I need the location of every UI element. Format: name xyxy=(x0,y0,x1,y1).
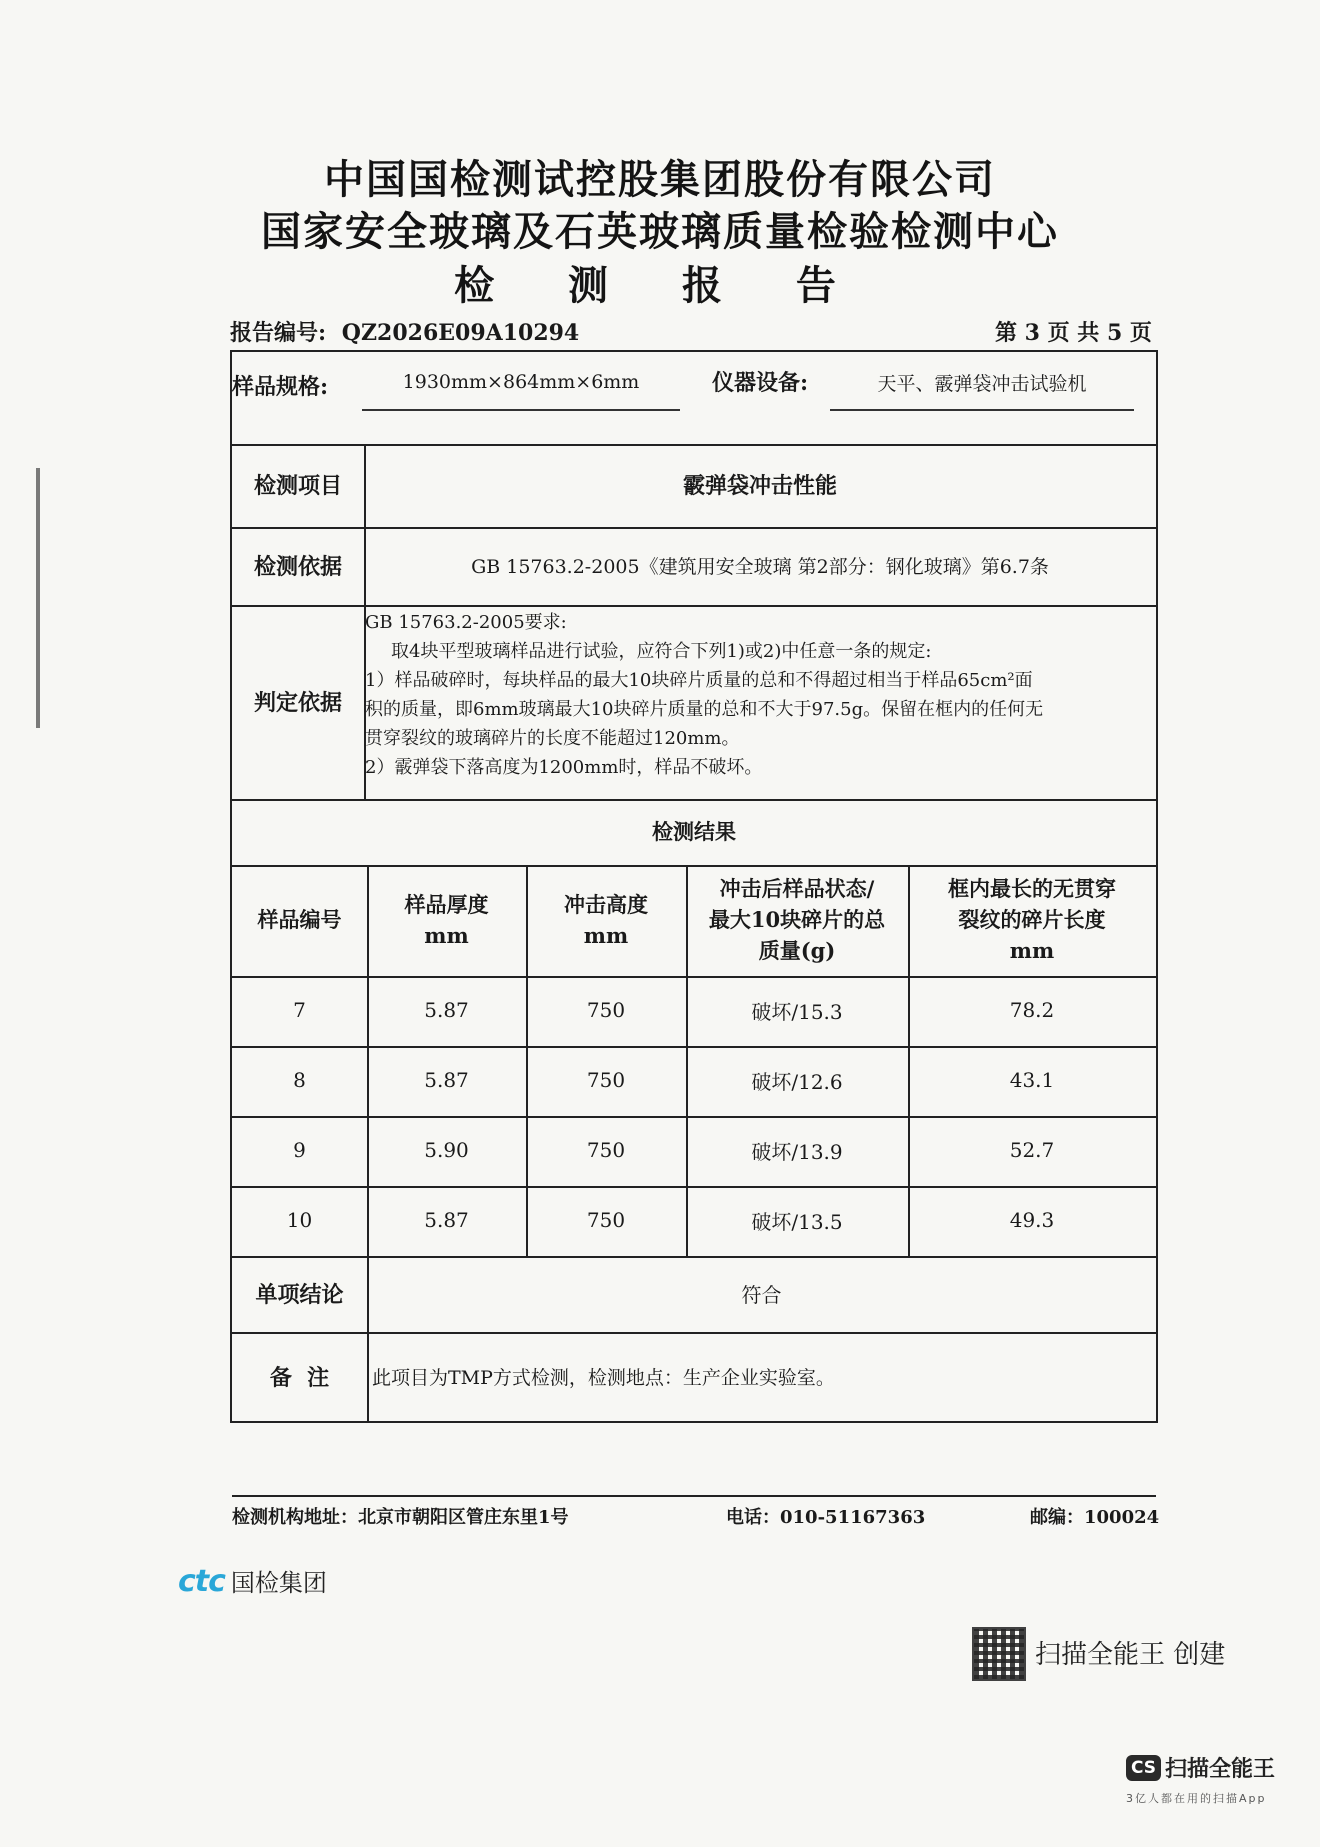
center-name: 国家安全玻璃及石英玻璃质量检验检测中心 xyxy=(261,208,1059,255)
table-cell: 破坏/13.9 xyxy=(751,1139,843,1164)
scanner-credit: 扫描全能王 创建 xyxy=(1035,1640,1226,1670)
equipment-label: 仪器设备: xyxy=(711,369,809,396)
company-name: 中国国检测试控股集团股份有限公司 xyxy=(324,156,996,203)
table-cell: 7 xyxy=(293,998,306,1022)
footer-phone: 电话：010-51167363 xyxy=(726,1507,926,1528)
page-indicator: 第 3 页 共 5 页 xyxy=(995,320,1152,346)
col-header-fragment-length xyxy=(908,865,1156,974)
col-header-impact-height xyxy=(526,865,686,974)
table-cell: 10 xyxy=(286,1208,313,1232)
report-number-label: 报告编号: xyxy=(230,320,327,346)
scan-edge-artifact xyxy=(36,468,40,728)
col-header-text: 框内最长的无贯穿 裂纹的碎片长度 mm xyxy=(948,876,1116,963)
test-item-label: 检测项目 xyxy=(253,473,342,499)
conclusion-label: 单项结论 xyxy=(255,1281,344,1308)
table-cell: 5.87 xyxy=(424,998,469,1022)
divider xyxy=(232,605,1156,607)
table-cell: 78.2 xyxy=(1009,998,1055,1022)
remark-label: 备 注 xyxy=(269,1365,330,1391)
qr-code-icon xyxy=(972,1627,1026,1681)
judgement-line: 取4块平型玻璃样品进行试验，应符合下列1)或2)中任意一条的规定: xyxy=(391,641,932,662)
table-cell: 49.3 xyxy=(1009,1208,1055,1232)
col-header-text: 冲击高度 mm xyxy=(564,891,648,948)
ctc-logo-text: 国检集团 xyxy=(230,1569,327,1597)
table-cell: 8 xyxy=(293,1068,306,1092)
col-header-text: 样品厚度 mm xyxy=(404,891,489,948)
table-cell: 750 xyxy=(586,1068,626,1092)
spec-value: 1930mm×864mm×6mm xyxy=(402,371,640,393)
table-cell: 5.90 xyxy=(424,1138,469,1162)
table-cell: 43.1 xyxy=(1009,1068,1055,1092)
judgement-line: 积的质量，即6mm玻璃最大10块碎片质量的总和不大于97.5g。保留在框内的任何无 xyxy=(365,699,1044,720)
table-cell: 750 xyxy=(586,1138,626,1162)
cs-badge-icon: CS xyxy=(1126,1755,1161,1781)
results-title: 检测结果 xyxy=(652,819,736,844)
test-basis-value: GB 15763.2-2005《建筑用安全玻璃 第2部分：钢化玻璃》第6.7条 xyxy=(471,555,1049,578)
table-cell: 5.87 xyxy=(424,1208,469,1232)
scanner-tagline: 3亿人都在用的扫描App xyxy=(1126,1792,1267,1805)
judgement-text xyxy=(365,608,1155,782)
table-cell: 750 xyxy=(586,1208,626,1232)
table-cell: 9 xyxy=(293,1138,306,1162)
col-header-text: 样品编号 xyxy=(257,907,342,932)
report-title: 检 测 报 告 xyxy=(454,262,866,309)
remark-value: 此项目为TMP方式检测，检测地点：生产企业实验室。 xyxy=(372,1367,835,1389)
table-cell: 5.87 xyxy=(424,1068,469,1092)
spec-underline xyxy=(362,409,680,411)
table-cell: 52.7 xyxy=(1009,1138,1055,1162)
judgement-label: 判定依据 xyxy=(253,689,342,716)
report-number xyxy=(230,316,579,347)
equipment-value: 天平、霰弹袋冲击试验机 xyxy=(877,372,1087,395)
judgement-line: 贯穿裂纹的玻璃碎片的长度不能超过120mm。 xyxy=(365,728,740,749)
table-cell: 破坏/13.5 xyxy=(751,1209,843,1234)
table-cell: 750 xyxy=(586,998,626,1022)
judgement-line: 1）样品破碎时，每块样品的最大10块碎片质量的总和不得超过相当于样品65cm²面 xyxy=(365,670,1033,691)
test-item-value: 霰弹袋冲击性能 xyxy=(682,473,837,499)
footer-address: 检测机构地址：北京市朝阳区管庄东里1号 xyxy=(232,1507,569,1528)
footer-postcode: 邮编：100024 xyxy=(1030,1507,1160,1528)
col-header-state-mass xyxy=(686,865,908,974)
scanner-watermark xyxy=(1126,1752,1276,1805)
col-header-text: 冲击后样品状态/ 最大10块碎片的总 质量(g) xyxy=(708,876,886,963)
report-number-value: QZ2026E09A10294 xyxy=(341,320,580,346)
spec-label: 样品规格: xyxy=(232,373,329,400)
col-header-thickness xyxy=(367,865,526,974)
ctc-logo xyxy=(178,1563,327,1599)
ctc-logo-mark: ctc xyxy=(178,1564,225,1599)
judgement-line: 2）霰弹袋下落高度为1200mm时，样品不破坏。 xyxy=(365,757,763,778)
table-cell: 破坏/15.3 xyxy=(751,999,843,1024)
scanner-app-name: 扫描全能王 xyxy=(1165,1757,1276,1782)
footer-rule xyxy=(232,1495,1156,1497)
conclusion-value: 符合 xyxy=(741,1282,782,1307)
test-basis-label: 检测依据 xyxy=(253,553,342,580)
table-cell: 破坏/12.6 xyxy=(751,1069,843,1094)
judgement-line: GB 15763.2-2005要求: xyxy=(365,612,567,633)
equipment-underline xyxy=(830,409,1134,411)
col-header-sample-no xyxy=(232,865,367,974)
